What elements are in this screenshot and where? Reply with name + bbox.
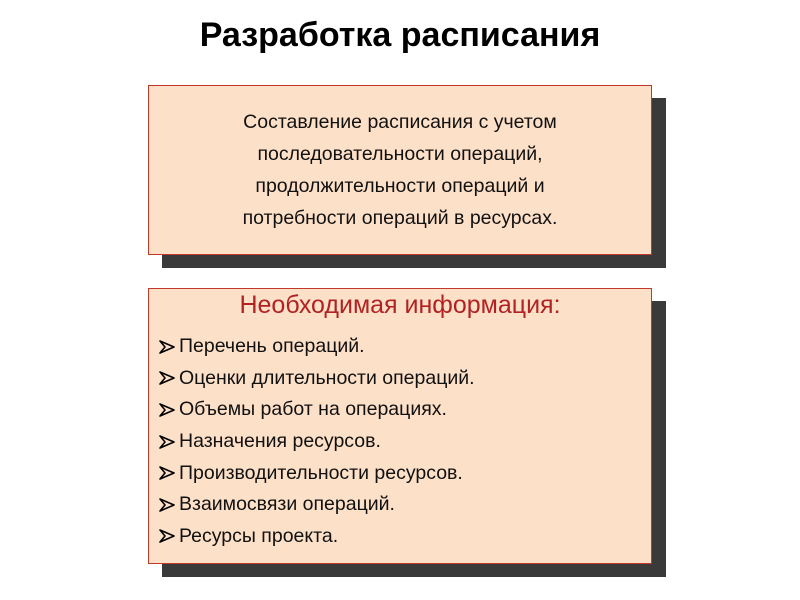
arrowhead-bullet-icon — [158, 435, 176, 449]
list-item — [158, 331, 475, 363]
list-item — [158, 426, 475, 458]
arrowhead-bullet-icon — [158, 466, 176, 480]
list-item-label: Перечень операций. — [179, 335, 365, 358]
info-box — [148, 288, 652, 564]
list-item-label: Оценки длительности операций. — [179, 366, 475, 389]
description-line: Составление расписания с учетом — [243, 111, 557, 133]
info-list — [158, 331, 475, 552]
list-item — [158, 363, 475, 395]
description-line: последовательности операций, — [257, 143, 543, 165]
list-item — [158, 394, 475, 426]
arrowhead-bullet-icon — [158, 340, 176, 354]
list-item-label: Ресурсы проекта. — [179, 524, 339, 547]
description-box — [148, 85, 652, 255]
list-item-label: Производительности ресурсов. — [179, 461, 463, 484]
list-item — [158, 521, 475, 553]
arrowhead-bullet-icon — [158, 371, 176, 385]
list-item — [158, 489, 475, 521]
list-item-label: Взаимосвязи операций. — [179, 493, 395, 516]
info-heading: Необходимая информация: — [239, 291, 561, 319]
description-line: потребности операций в ресурсах. — [242, 207, 558, 229]
arrowhead-bullet-icon — [158, 403, 176, 417]
list-item-label: Назначения ресурсов. — [179, 430, 381, 453]
list-item — [158, 457, 475, 489]
slide-title: Разработка расписания — [199, 16, 601, 54]
arrowhead-bullet-icon — [158, 529, 176, 543]
list-item-label: Объемы работ на операциях. — [179, 398, 447, 421]
description-line: продолжительности операций и — [255, 175, 545, 197]
arrowhead-bullet-icon — [158, 498, 176, 512]
